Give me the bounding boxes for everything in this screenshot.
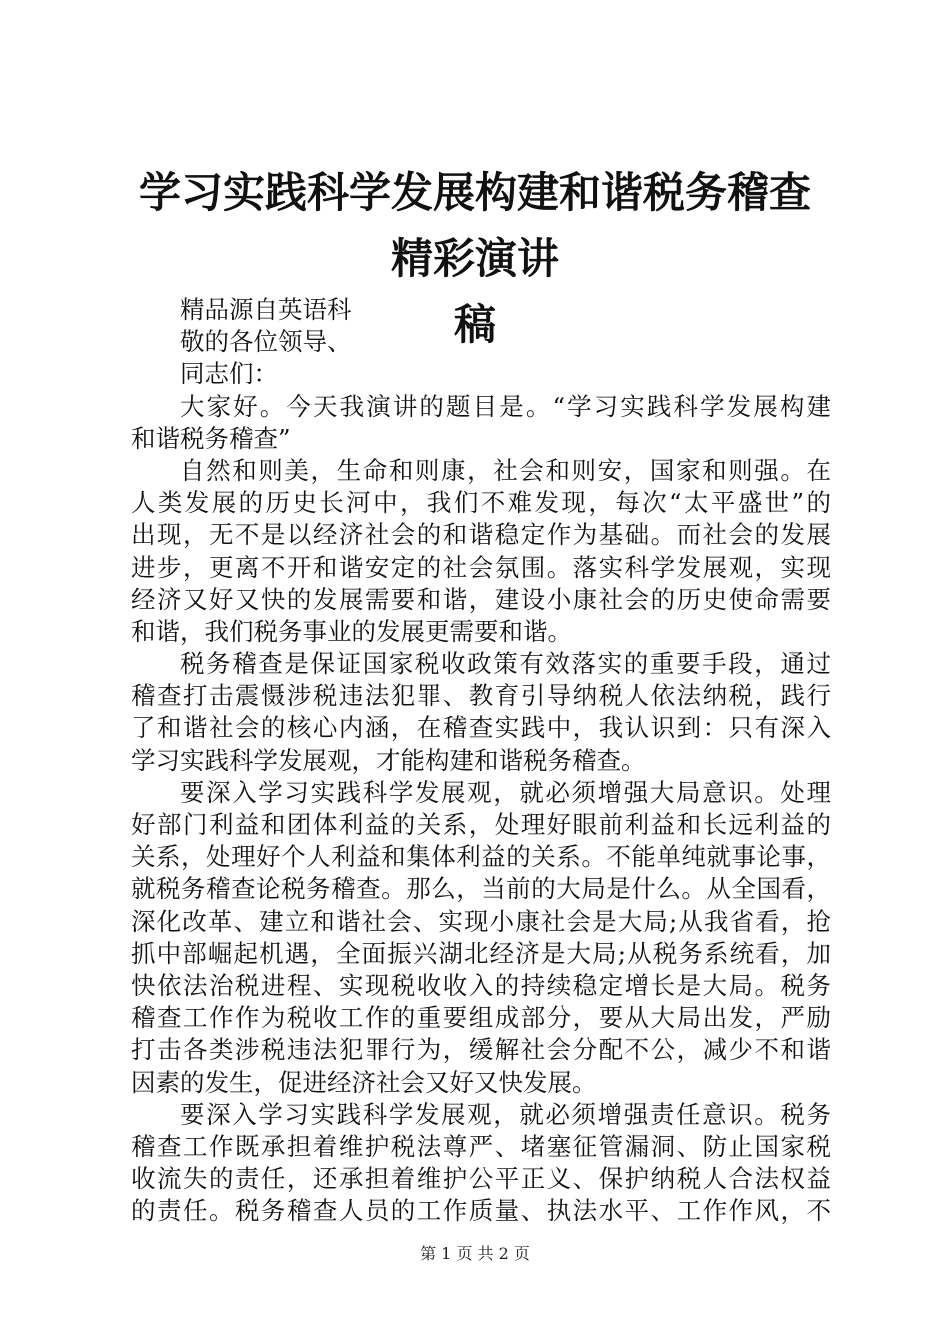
body-line: 同志们：	[180, 359, 278, 389]
body-line: 要深入学习实践科学发展观，就必须增强责任意识。税务	[180, 1099, 831, 1129]
body-line: 敬的各位领导、	[180, 327, 352, 357]
body-line: 和谐，我们税务事业的发展更需要和谐。	[131, 616, 572, 646]
title-line-1: 学习实践科学发展构建和谐税务稽查精彩演讲	[138, 168, 811, 283]
body-line: 人类发展的历史长河中，我们不难发现，每次“太平盛世”的	[131, 488, 831, 518]
body-line: 深化改革、建立和谐社会、实现小康社会是大局;从我省看，抢	[131, 906, 831, 936]
body-line: 稽查工作既承担着维护税法尊严、堵塞征管漏洞、防止国家税	[131, 1131, 831, 1161]
body-line: 和谐税务稽查”	[131, 423, 291, 453]
document-body	[131, 294, 831, 1227]
body-line: 稽查工作作为税收工作的重要组成部分，要从大局出发，严励	[131, 1003, 831, 1033]
body-line: 关系，处理好个人利益和集体利益的关系。不能单纯就事论事，	[131, 842, 831, 872]
body-line: 因素的发生，促进经济社会又好又快发展。	[131, 1067, 597, 1097]
body-line: 出现，无不是以经济社会的和谐稳定作为基础。而社会的发展	[131, 520, 831, 550]
body-line: 稽查打击震慑涉税违法犯罪、教育引导纳税人依法纳税，践行	[131, 681, 831, 711]
body-line: 了和谐社会的核心内涵，在稽查实践中，我认识到：只有深入	[131, 713, 831, 743]
body-line: 的责任。税务稽查人员的工作质量、执法水平、工作作风，不	[131, 1196, 831, 1226]
page-footer: 第 1 页 共 2 页	[420, 1244, 530, 1263]
body-line: 大家好。今天我演讲的题目是。“学习实践科学发展构建	[180, 391, 831, 421]
body-line: 抓中部崛起机遇，全面振兴湖北经济是大局;从税务系统看，加	[131, 938, 831, 968]
body-line: 收流失的责任，还承担着维护公平正义、保护纳税人合法权益	[131, 1164, 831, 1194]
body-line: 自然和则美，生命和则康，社会和则安，国家和则强。在	[180, 455, 831, 485]
body-line: 就税务稽查论税务稽查。那么，当前的大局是什么。从全国看，	[131, 874, 831, 904]
body-line: 税务稽查是保证国家税收政策有效落实的重要手段，通过	[180, 649, 831, 679]
body-line: 进步，更离不开和谐安定的社会氛围。落实科学发展观，实现	[131, 552, 831, 582]
body-line: 好部门利益和团体利益的关系，处理好眼前利益和长远利益的	[131, 810, 831, 839]
body-line: 精品源自英语科	[180, 295, 352, 324]
body-line: 快依法治税进程、实现税收收入的持续稳定增长是大局。税务	[131, 970, 831, 1000]
body-line: 要深入学习实践科学发展观，就必须增强大局意识。处理	[180, 777, 831, 807]
body-line: 学习实践科学发展观，才能构建和谐税务稽查。	[131, 745, 646, 775]
title-line-2: 稿	[453, 300, 496, 349]
body-line: 经济又好又快的发展需要和谐，建设小康社会的历史使命需要	[131, 584, 831, 614]
body-line: 打击各类涉税违法犯罪行为，缓解社会分配不公，减少不和谐	[131, 1035, 831, 1065]
